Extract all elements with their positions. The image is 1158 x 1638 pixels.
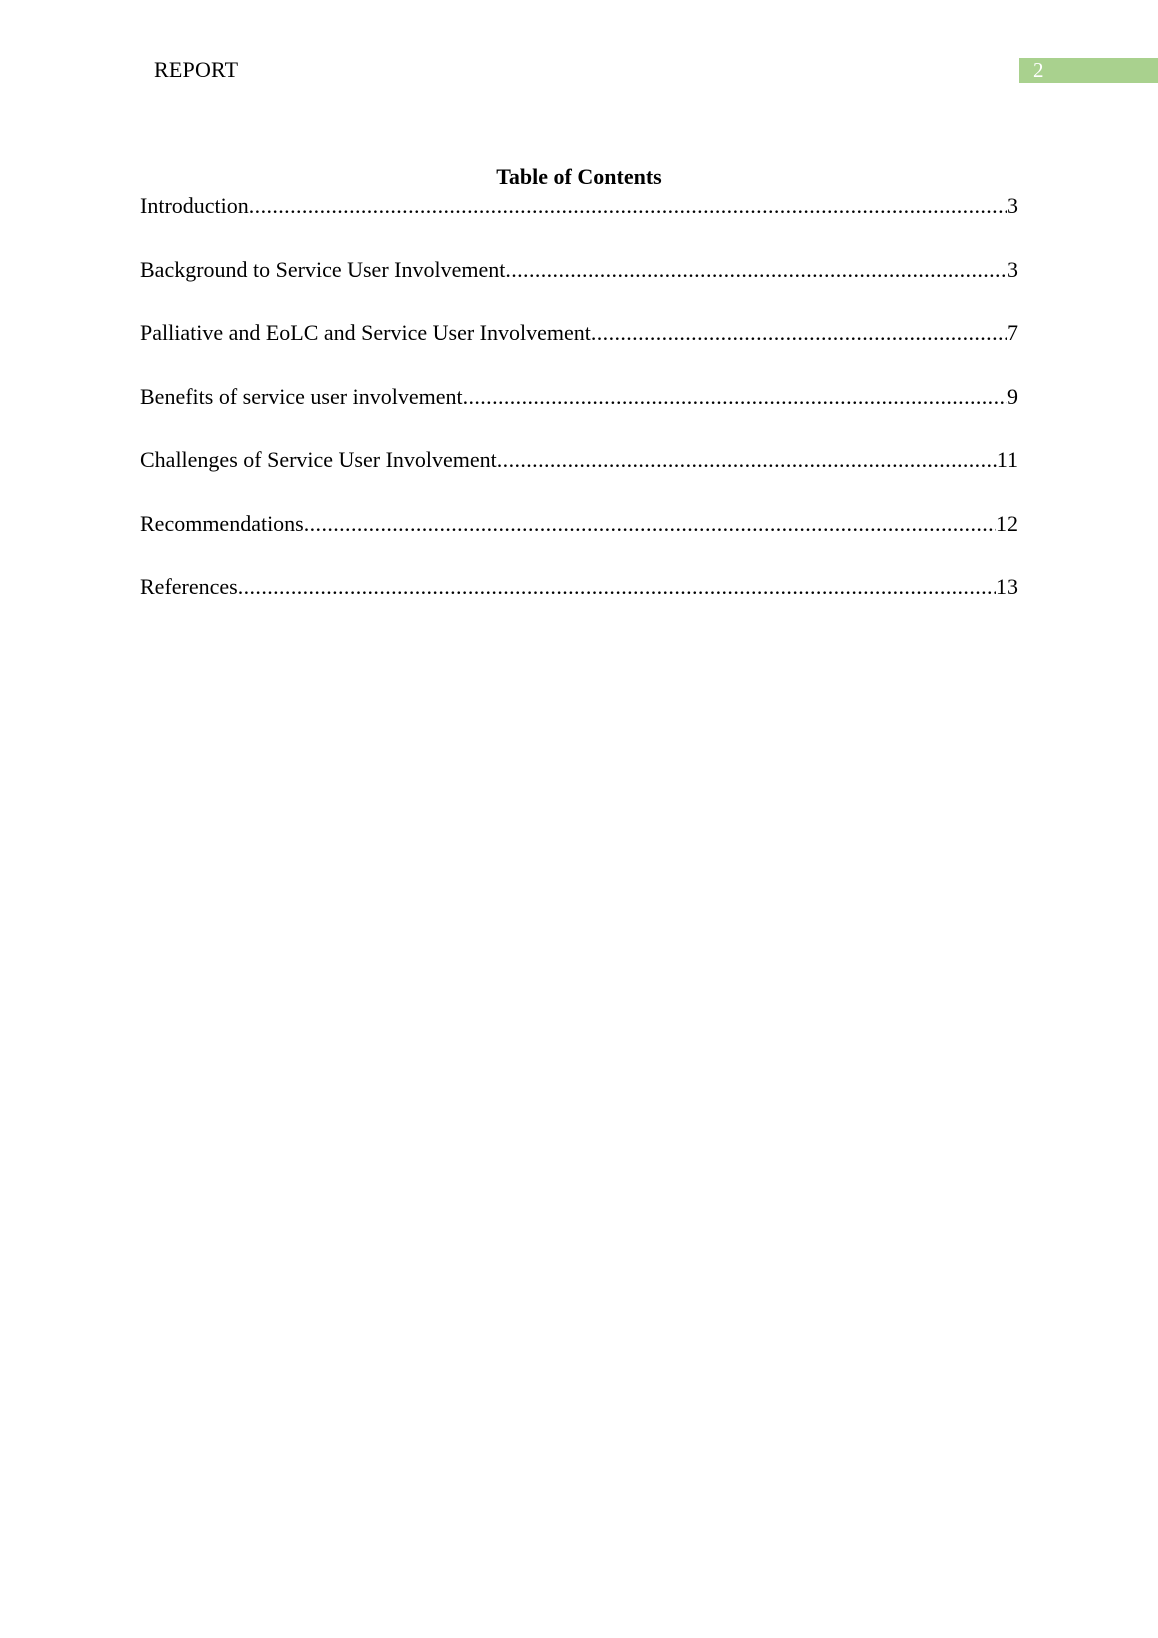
toc-entry-references[interactable] bbox=[140, 573, 1018, 637]
toc-dot-leader bbox=[304, 510, 996, 538]
toc-entry-introduction[interactable] bbox=[140, 192, 1018, 256]
toc-dot-leader bbox=[463, 383, 1007, 411]
toc-entry-page: 13 bbox=[996, 574, 1018, 599]
toc-entry-recommendations[interactable] bbox=[140, 510, 1018, 574]
toc-dot-leader bbox=[505, 256, 1007, 284]
toc-entry-page: 11 bbox=[996, 447, 1018, 472]
toc-dot-leader bbox=[591, 319, 1007, 347]
toc-entry-page: 7 bbox=[1007, 320, 1018, 345]
table-of-contents bbox=[140, 192, 1018, 637]
toc-entry-label: References bbox=[140, 574, 238, 599]
toc-dot-leader bbox=[249, 192, 1007, 220]
page-number-badge: 2 bbox=[1019, 58, 1158, 83]
toc-dot-leader bbox=[497, 446, 997, 474]
toc-entry-label: Challenges of Service User Involvement bbox=[140, 447, 497, 472]
toc-entry-benefits[interactable] bbox=[140, 383, 1018, 447]
toc-entry-page: 12 bbox=[996, 510, 1018, 536]
toc-entry-label: Background to Service User Involvement bbox=[140, 256, 506, 282]
toc-entry-challenges[interactable] bbox=[140, 446, 1018, 510]
toc-entry-palliative[interactable] bbox=[140, 319, 1018, 383]
toc-heading: Table of Contents bbox=[496, 164, 662, 189]
toc-entry-page: 3 bbox=[1007, 256, 1018, 282]
toc-dot-leader bbox=[238, 573, 996, 601]
toc-entry-background[interactable] bbox=[140, 256, 1018, 320]
toc-entry-label: Introduction bbox=[140, 193, 249, 218]
header-title: REPORT bbox=[154, 57, 239, 82]
toc-entry-label: Recommendations bbox=[140, 510, 304, 536]
toc-entry-label: Benefits of service user involvement bbox=[140, 383, 463, 409]
toc-entry-label: Palliative and EoLC and Service User Involvement bbox=[140, 320, 591, 345]
toc-entry-page: 9 bbox=[1007, 383, 1018, 409]
toc-entry-page: 3 bbox=[1007, 193, 1018, 218]
